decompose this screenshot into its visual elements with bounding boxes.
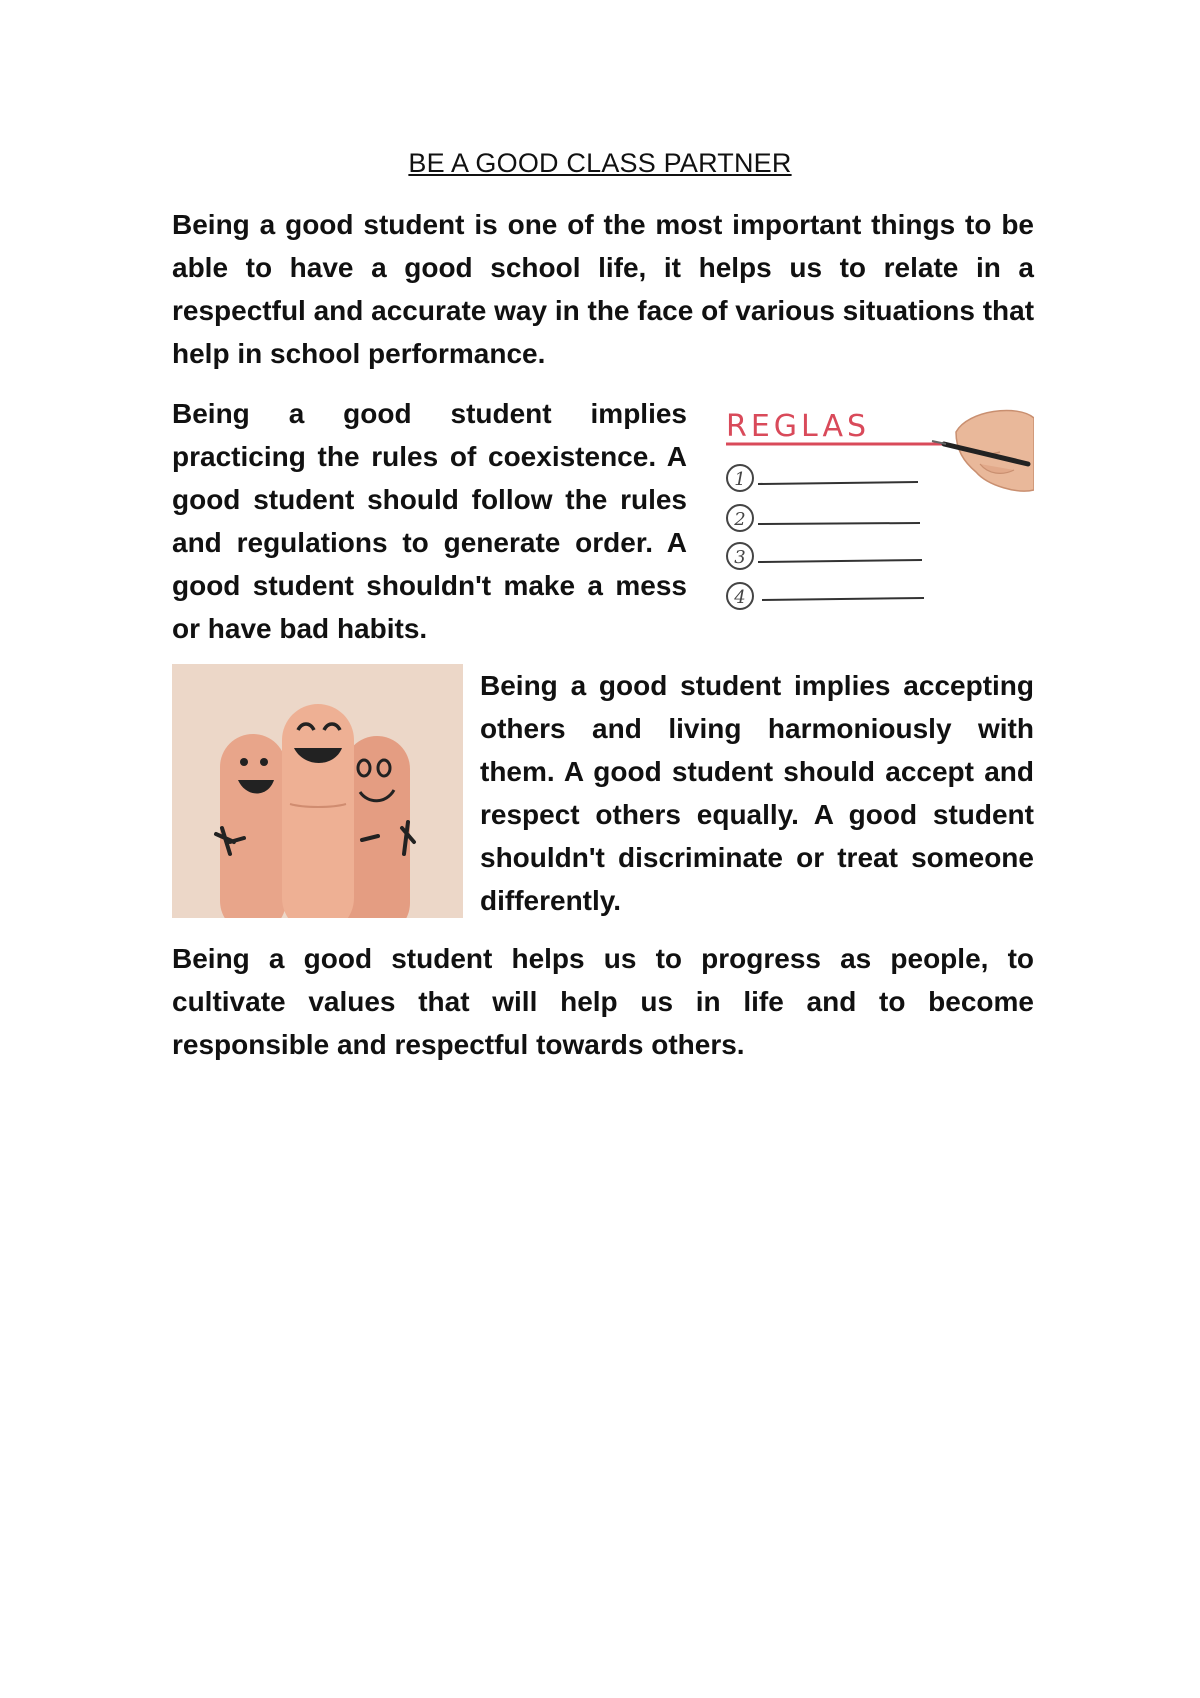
document-title: BE A GOOD CLASS PARTNER xyxy=(408,148,792,178)
paragraph-acceptance: Being a good student implies accepting others and living harmoniously with them. A good student should accept and respect others equally. A good student shouldn't discriminate or treat someone differently. xyxy=(480,670,1034,916)
finger-middle xyxy=(282,704,354,918)
paragraph-conclusion: Being a good student helps us to progress as people, to cultivate values that will help us in life and to become responsible and respectful towards others. xyxy=(172,943,1034,1060)
rules-item-4 xyxy=(727,583,924,609)
finger-right xyxy=(344,736,414,918)
rules-item-2 xyxy=(727,505,920,531)
paragraph-rules: Being a good student implies practicing the rules of coexistence. A good student should follow the rules and regulations to generate order. A good student shouldn't make a mess or have bad habits. xyxy=(172,398,687,644)
finger-left xyxy=(216,734,286,918)
paragraph-intro: Being a good student is one of the most important things to be able to have a good school life, it helps us to relate in a respectful and accurate way in the face of various situations that help in school performance. xyxy=(172,209,1035,369)
smiling-fingers-photo xyxy=(172,664,463,918)
rules-heading: REGLAS xyxy=(726,409,871,444)
rules-item-1 xyxy=(727,465,918,491)
rules-item-3 xyxy=(727,543,922,569)
rules-list-illustration xyxy=(718,404,1034,619)
rules-number-4: 4 xyxy=(734,587,746,608)
hand-with-marker xyxy=(932,410,1034,491)
rules-number-1: 1 xyxy=(734,469,746,490)
rules-number-2: 2 xyxy=(734,509,746,530)
rules-number-3: 3 xyxy=(734,547,746,568)
